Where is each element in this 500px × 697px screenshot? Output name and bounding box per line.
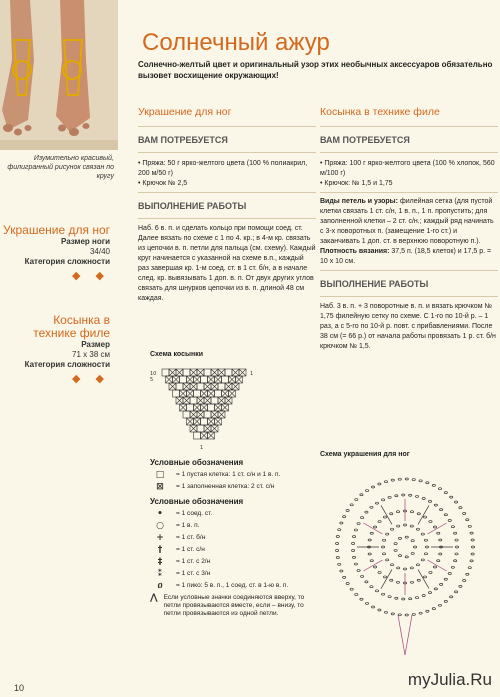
svg-text:5: 5 (150, 377, 154, 383)
legend-title: Условные обозначения (150, 458, 244, 467)
triple-treble-icon: ⁑ (157, 569, 163, 579)
section-heading: Косынка в технике филе (320, 106, 440, 118)
page-title: Солнечный ажур (142, 29, 330, 56)
scheme-title: Схема косынки (150, 351, 203, 358)
divider (320, 152, 498, 153)
legend-row (150, 570, 310, 578)
work-text: Наб. 6 в. п. и сделать кольцо при помощи соед. ст. Далее вязать по схеме с 1 по 4. кр.; в 4-м кр. связать из цепочки в. п. петли для пальца (см. схему). Каждый круг начинается с указанной на схеме в.п., каждый раз завершая кр. 1-м соед. ст. в 1 ст. б/н, а в начале след. кр. вывязывать 1 доп. в. п. От двух других углов связать для шнурков цепочки из в. п. длиной 48 см каждая. (138, 225, 316, 302)
materials-heading: ВАМ ПОТРЕБУЕТСЯ (320, 135, 410, 145)
material-yarn: • Пряжа: 100 г ярко-желтого цвета (100 % хлопок, 560 м/100 г) (320, 160, 495, 177)
material-hook: • Крючок № 2,5 (138, 180, 188, 187)
kerchief-scheme (150, 350, 260, 456)
legend-text: = 1 соед. ст. (176, 510, 213, 517)
legend-row (150, 483, 310, 491)
lead-text: Солнечно-желтый цвет и оригинальный узор этих необычных аксессуаров обязательно вызовет восхищение окружающих! (138, 60, 493, 80)
slip-stitch-icon: • (157, 509, 163, 519)
density-text: 37,5 п. (18,5 клеток) и 17,5 р. = 10 х 10 см. (320, 248, 492, 265)
difficulty-diamonds: ◆ ◆ (72, 373, 110, 385)
treble-crochet-icon: ‡ (157, 557, 163, 567)
legend-text: = 1 ст. с 3/н (176, 570, 211, 577)
legend-text: = 1 в. п. (176, 522, 200, 529)
legend-text: = 1 пико: 5 в. п., 1 соед. ст. в 1-ю в. п. (176, 582, 289, 589)
legend-note (150, 594, 310, 618)
column-foot-jewelry (138, 106, 316, 304)
picot-icon: ዐ (157, 581, 163, 591)
legend-text: Если условные значки соединяются вверху, то петли провязываются вместе, если – внизу, то петли провязываются из одной петли. (163, 594, 305, 617)
scheme-title: Схема украшения для ног (320, 451, 410, 458)
divider (320, 296, 498, 297)
legend-row (150, 510, 310, 518)
legend-text: = 1 заполненная клетка: 2 ст. с/н (176, 483, 275, 490)
legend-row (150, 534, 310, 542)
chain-icon: ○ (156, 521, 164, 531)
legend-text: = 1 пустая клетка: 1 ст. с/н и 1 в. п. (176, 471, 281, 478)
divider (138, 126, 316, 127)
sidebar-item-title: Украшение для ног (3, 223, 110, 237)
section-heading: Украшение для ног (138, 106, 232, 118)
photo-caption: Изумительно красивый, филигранный рисунок связан по кругу (7, 155, 114, 180)
legend-row (150, 558, 310, 566)
sidebar (0, 0, 118, 697)
legend-row (150, 546, 310, 554)
legend-text: = 1 ст. с 2/н (176, 558, 211, 565)
joined-stitches-icon: ⋀ (150, 593, 158, 603)
feet-photo (0, 0, 118, 150)
legend-text: = 1 ст. б/н (176, 534, 206, 541)
svg-text:1: 1 (250, 371, 254, 377)
filled-cell-icon: ⊠ (156, 482, 164, 492)
density-title: Плотность вязания: (320, 248, 390, 255)
size-label: Размер ноги (61, 237, 110, 246)
double-crochet-icon: † (157, 545, 163, 555)
divider (138, 192, 316, 193)
size-value: 71 x 38 см (72, 350, 110, 359)
sidebar-item-foot-jewelry (0, 224, 110, 282)
material-yarn: • Пряжа: 50 г ярко-желтого цвета (100 % полиакрил, 200 м/50 г) (138, 160, 308, 177)
filet-grid-chart (150, 359, 260, 451)
stitch-types-title: Виды петель и узоры: (320, 198, 398, 205)
brand-logo-text: myJulia.Ru (407, 670, 492, 689)
difficulty-label: Категория сложности (24, 360, 110, 369)
work-heading: ВЫПОЛНЕНИЕ РАБОТЫ (138, 201, 247, 211)
empty-cell-icon: □ (155, 470, 165, 480)
difficulty-label: Категория сложности (24, 257, 110, 266)
legend-title: Условные обозначения (150, 497, 244, 506)
work-heading: ВЫПОЛНЕНИЕ РАБОТЫ (320, 279, 429, 289)
column-kerchief (320, 106, 498, 352)
stitch-types-text: филейная сетка (для пустой клетки связать 1 ст. с/н, 1 в. п., 1 п. пропустить; для заполненной клетки – 2 ст. с/н.; каждый ряд начинать с 3-х поворотных п. (замещение 1-го ст.) и заканчивать 1 доп. ст. в верхнюю поворотную п.). (320, 198, 494, 245)
main-content (122, 0, 500, 697)
divider (320, 126, 498, 127)
legend-row (150, 582, 310, 590)
page-number: 10 (14, 683, 25, 693)
svg-text:10: 10 (150, 371, 157, 377)
single-crochet-icon: + (156, 533, 164, 543)
legend-row (150, 471, 310, 479)
crochet-diagram (320, 459, 490, 659)
difficulty-diamonds: ◆ ◆ (72, 270, 110, 282)
work-text: Наб. 3 в. п. + 3 поворотные в. п. и вязать крючком № 1,75 филейную сетку по схеме. С 1-го по 10-й р. – 1 раз, а с 5-го по 10-й р. повт. с прибавлениями. После 38 см (= 66 р.) от начала работы провязать 1 р. ст. б/н крючком № 1,5. (320, 303, 496, 350)
feet-illustration (0, 0, 118, 150)
divider (138, 218, 316, 219)
size-value: 34/40 (89, 247, 110, 256)
divider (138, 152, 316, 153)
divider (320, 270, 498, 271)
legend-text: = 1 ст. с/н (176, 546, 205, 553)
materials-heading: ВАМ ПОТРЕБУЕТСЯ (138, 135, 228, 145)
sidebar-item-title: Косынка в технике филе (33, 313, 110, 340)
material-hook: • Крючок: № 1,5 и 1,75 (320, 180, 393, 187)
sidebar-item-kerchief (0, 314, 110, 385)
legend (150, 458, 310, 622)
foot-jewelry-scheme (320, 450, 490, 664)
legend-row (150, 522, 310, 530)
svg-text:1: 1 (200, 445, 204, 451)
size-label: Размер (81, 340, 110, 349)
divider (320, 192, 498, 193)
